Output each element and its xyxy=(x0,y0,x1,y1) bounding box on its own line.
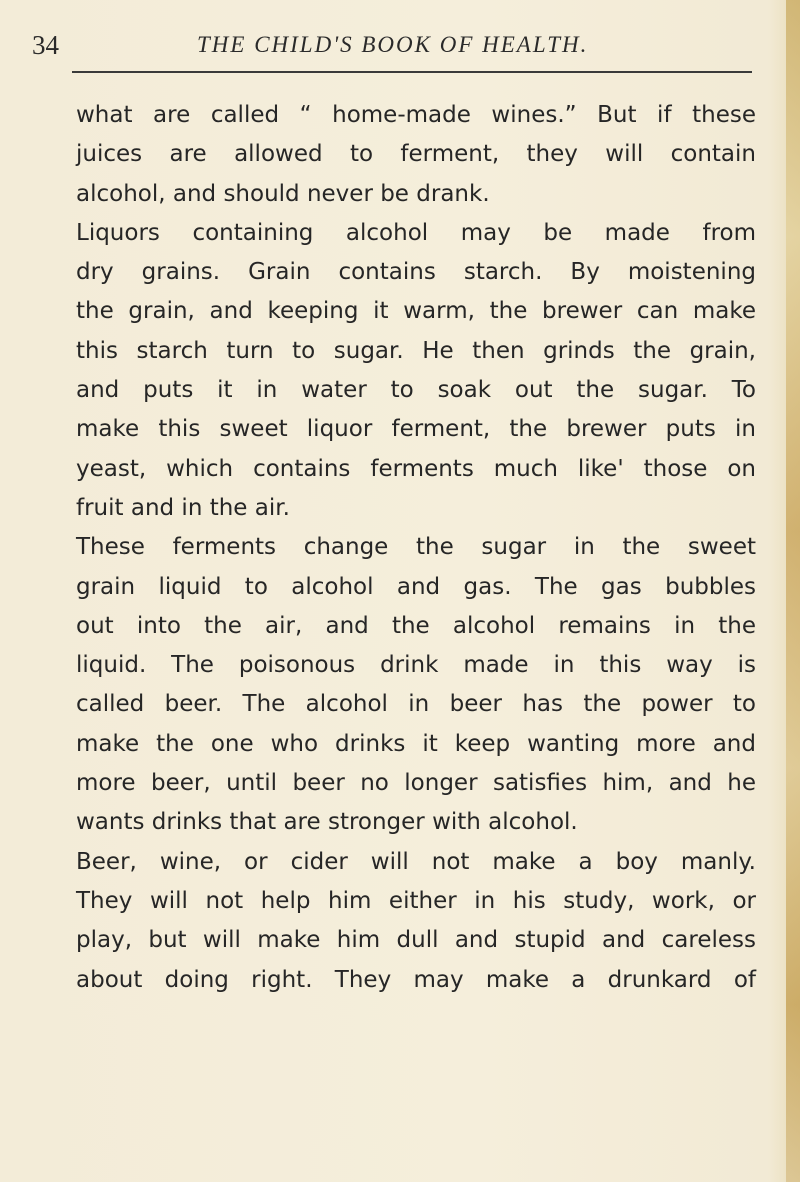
text-line: wants drinks that are stronger with alcohol. xyxy=(76,809,578,836)
text-line: called beer. The alcohol in beer has the power to xyxy=(76,691,756,718)
text-line: yeast, which contains ferments much like' those on xyxy=(76,455,756,482)
page-edge xyxy=(786,0,800,1182)
text-line: Liquors containing alcohol may be made from xyxy=(76,219,756,246)
text-line: this starch turn to sugar. He then grinds the grain, xyxy=(76,337,756,364)
page-header xyxy=(32,28,762,64)
running-title: THE CHILD'S BOOK OF HEALTH. xyxy=(197,32,589,57)
text-line: out into the air, and the alcohol remains in the xyxy=(76,612,756,639)
body-text xyxy=(76,96,756,1000)
text-line: juices are allowed to ferment, they will contain xyxy=(76,141,756,168)
text-line: dry grains. Grain contains starch. By moistening xyxy=(76,259,756,286)
header-rule xyxy=(72,71,752,73)
text-line: Beer, wine, or cider will not make a boy manly. xyxy=(76,848,756,875)
text-line: grain liquid to alcohol and gas. The gas bubbles xyxy=(76,573,756,600)
text-line: liquid. The poisonous drink made in this way is xyxy=(76,652,756,679)
text-line: more beer, until beer no longer satisfies him, and he xyxy=(76,770,756,797)
text-line: play, but will make him dull and stupid and careless xyxy=(76,927,756,954)
text-line: and puts it in water to soak out the sugar. To xyxy=(76,377,756,404)
text-line: the grain, and keeping it warm, the brewer can make xyxy=(76,298,756,325)
text-line: They will not help him either in his study, work, or xyxy=(76,887,756,914)
text-line: fruit and in the air. xyxy=(76,494,290,521)
text-line: alcohol, and should never be drank. xyxy=(76,180,490,207)
page-number: 34 xyxy=(32,30,59,60)
text-line: These ferments change the sugar in the sweet xyxy=(76,534,756,561)
text-line: make the one who drinks it keep wanting more and xyxy=(76,730,756,757)
text-line: what are called “ home-made wines.” But if these xyxy=(76,102,756,128)
text-line: make this sweet liquor ferment, the brewer puts in xyxy=(76,416,756,443)
text-line: about doing right. They may make a drunkard of xyxy=(76,966,756,993)
